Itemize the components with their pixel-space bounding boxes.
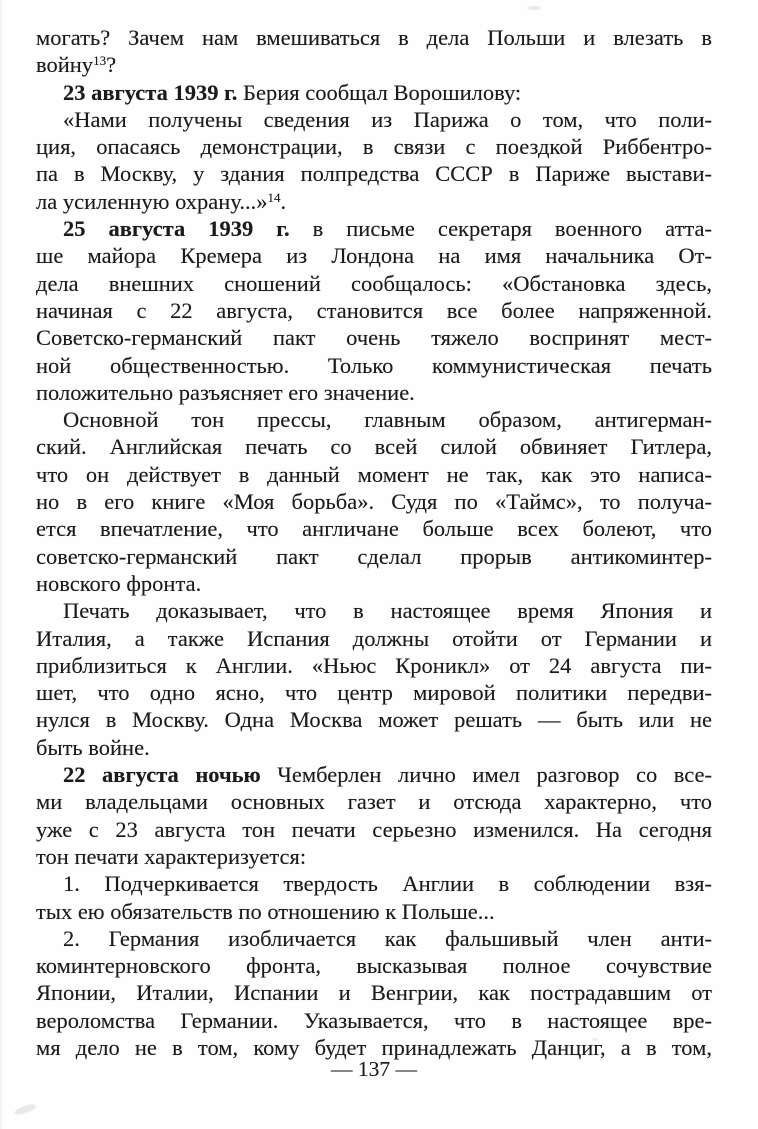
text-run: тых ею обязательств по отношению к Польше...	[36, 898, 495, 924]
text-run: «Нами получены сведения из Парижа о том, что поли-	[63, 106, 712, 132]
text-line	[36, 843, 712, 870]
text-line	[36, 952, 712, 979]
text-line	[36, 597, 712, 624]
text-run: мя дело не в том, кому будет принадлежать Данциг, а в том,	[36, 1034, 712, 1060]
text-run: ла усиленную охрану...»	[36, 188, 268, 214]
text-run: начиная с 22 августа, становится все более напряженной.	[36, 297, 712, 323]
text-line	[36, 324, 712, 351]
text-line	[36, 24, 712, 51]
text-run: шет, что одно ясно, что центр мировой политики передви-	[36, 680, 712, 706]
text-run: Берия сообщал Ворошилову:	[237, 79, 522, 105]
text-line	[36, 242, 712, 269]
text-line	[36, 788, 712, 815]
text-run: дела внешних сношений сообщалось: «Обстановка здесь,	[36, 270, 712, 296]
text-run: тон печати характеризуется:	[36, 843, 307, 869]
text-line	[36, 106, 712, 133]
text-line	[36, 215, 712, 242]
scan-artifact	[527, 6, 541, 10]
text-line	[36, 652, 712, 679]
text-run: ше майора Кремера из Лондона на имя начальника От-	[36, 243, 712, 269]
text-run: Чемберлен лично имел разговор со все-	[260, 762, 713, 788]
text-run: 1. Подчеркивается твердость Англии в соблюдении взя-	[63, 871, 712, 897]
text-line	[36, 406, 712, 433]
text-line	[36, 488, 712, 515]
text-line	[36, 133, 712, 160]
text-line	[36, 1007, 712, 1034]
text-run: положительно разъясняет его значение.	[36, 379, 415, 405]
text-run: Советско-германский пакт очень тяжело воспринят мест-	[36, 325, 712, 351]
text-run: советско-германский пакт сделал прорыв антикоминтер-	[36, 543, 712, 569]
text-run: Италия, а также Испания должны отойти от Германии и	[36, 625, 712, 651]
text-line	[36, 870, 712, 897]
text-line	[36, 379, 712, 406]
text-line	[36, 433, 712, 460]
text-run: ной общественностью. Только коммунистическая печать	[36, 352, 712, 378]
text-run: па в Москву, у здания полпредства СССР в Париже выстави-	[36, 161, 712, 187]
text-run: Японии, Италии, Испании и Венгрии, как пострадавшим от	[36, 980, 712, 1006]
text-run: 2. Германия изобличается как фальшивый член анти-	[63, 925, 712, 951]
text-run: Печать доказывает, что в настоящее время Япония и	[63, 598, 712, 624]
text-line	[36, 160, 712, 187]
text-block	[36, 24, 712, 1061]
text-run: .	[280, 188, 287, 214]
text-run: уже с 23 августа тон печати серьезно изменился. На сегодня	[36, 816, 712, 842]
footnote-reference: 14	[267, 189, 281, 205]
text-run: что он действует в данный момент не так, как это написа-	[36, 461, 712, 487]
text-run: но в его книге «Моя борьба». Судя по «Таймс», то получа-	[36, 489, 712, 515]
bold-date-run: 25 августа 1939 г.	[63, 216, 290, 242]
text-line	[36, 898, 712, 925]
text-line	[36, 761, 712, 788]
text-run: новского фронта.	[36, 570, 202, 596]
bold-date-run: 23 августа 1939 г.	[63, 79, 238, 105]
text-line	[36, 979, 712, 1006]
scan-edge-artifact	[0, 0, 3, 1129]
text-line	[36, 706, 712, 733]
text-run: могать? Зачем нам вмешиваться в дела Польши и влезать в	[36, 25, 712, 50]
text-run: быть войне.	[36, 734, 150, 760]
text-line	[36, 515, 712, 542]
text-run: нулся в Москву. Одна Москва может решать — быть или не	[36, 707, 712, 733]
text-run: коминтерновского фронта, высказывая полное сочувствие	[36, 953, 712, 979]
text-line	[36, 543, 712, 570]
text-run: приблизиться к Англии. «Ньюс Кроникл» от 24 августа пи-	[36, 652, 712, 678]
text-run: ?	[106, 52, 117, 78]
text-line	[36, 297, 712, 324]
text-line	[36, 270, 712, 297]
text-run: ция, опасаясь демонстрации, в связи с поездкой Риббентро-	[36, 134, 712, 160]
text-line	[36, 679, 712, 706]
text-run: Основной тон прессы, главным образом, антигерман-	[63, 407, 712, 433]
text-run: ский. Английская печать со всей силой обвиняет Гитлера,	[36, 434, 712, 460]
bold-date-run: 22 августа ночью	[63, 762, 261, 788]
text-line	[36, 188, 712, 215]
text-line	[36, 816, 712, 843]
text-line	[36, 352, 712, 379]
text-line	[36, 79, 712, 106]
text-run: в письме секретаря военного атта-	[289, 216, 713, 242]
text-line	[36, 570, 712, 597]
text-line	[36, 734, 712, 761]
page-number: — 137 —	[331, 1057, 417, 1081]
scan-artifact	[13, 1103, 36, 1116]
text-run: ется впечатление, что англичане больше всех болеют, что	[36, 516, 712, 542]
text-run: войну	[36, 52, 94, 78]
text-line	[36, 625, 712, 652]
footnote-reference: 13	[93, 53, 107, 69]
text-run: ми владельцами основных газет и отсюда характерно, что	[36, 789, 712, 815]
text-line	[36, 925, 712, 952]
text-line	[36, 461, 712, 488]
text-line	[36, 51, 712, 78]
text-run: вероломства Германии. Указывается, что в настоящее вре-	[36, 1007, 712, 1033]
